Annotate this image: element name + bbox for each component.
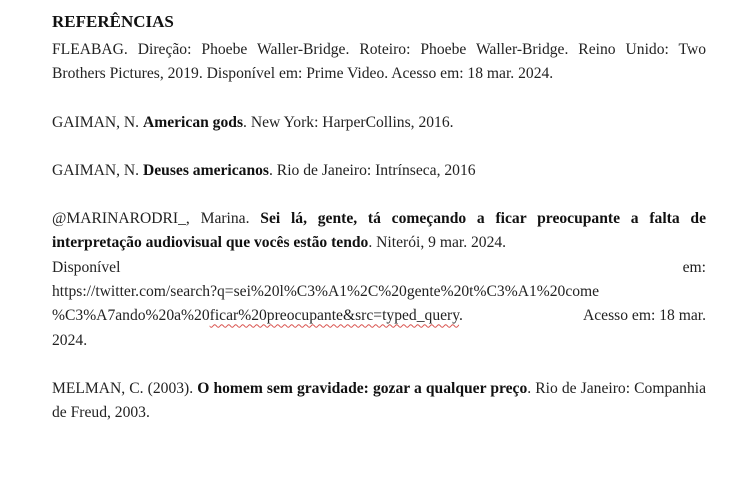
- reference-publication: . New York: HarperCollins, 2016.: [243, 113, 454, 131]
- reference-publication: . Rio de Janeiro: Intrínseca, 2016: [269, 161, 476, 179]
- reference-gaiman-american-gods: [52, 111, 706, 135]
- url-segment-end: .: [459, 307, 463, 325]
- reference-publication: . Niterói, 9 mar. 2024.: [368, 234, 507, 252]
- references-page: [52, 10, 706, 426]
- access-year: 2024.: [52, 331, 88, 349]
- available-label: Disponível: [52, 258, 121, 276]
- reference-author: GAIMAN, N.: [52, 113, 143, 131]
- reference-author: GAIMAN, N.: [52, 161, 143, 179]
- reference-title: Deuses americanos: [142, 161, 269, 179]
- reference-title: American gods: [142, 113, 244, 131]
- url-segment-spellcheck: ficar%20preocupante&src=typed_query: [209, 307, 460, 325]
- reference-melman: [52, 377, 706, 426]
- reference-gaiman-deuses-americanos: [52, 159, 706, 183]
- reference-author: MELMAN, C. (2003).: [52, 379, 198, 397]
- reference-url-line-2-link[interactable]: [52, 304, 463, 328]
- references-heading: REFERÊNCIAS: [52, 12, 174, 31]
- access-date: Acesso em: 18 mar.: [583, 307, 706, 325]
- reference-title: O homem sem gravidade: gozar a qualquer preço: [197, 379, 528, 397]
- reference-author: @MARINARODRI_, Marina.: [52, 210, 261, 228]
- reference-url-line-1[interactable]: https://twitter.com/search?q=sei%20l%C3%A1%2C%20gente%20t%C3%A1%20come: [52, 283, 600, 301]
- reference-publication: . Rio de Janeiro: Companhia de Freud, 2003.: [52, 379, 707, 422]
- available-at-line: [52, 256, 706, 280]
- reference-marina-rodri: [52, 207, 706, 353]
- reference-fleabag-text: FLEABAG. Direção: Phoebe Waller-Bridge. Roteiro: Phoebe Waller-Bridge. Reino Unido: Two Brothers Pictures, 2019. Disponível em: Prime Video. Acesso em: 18 mar. 2024.: [52, 41, 706, 83]
- reference-title: Sei lá, gente, tá começando a ficar preocupante a falta de interpretação audiovisual que vocês estão tendo: [52, 210, 706, 252]
- url-segment: %C3%A7ando%20a%20: [52, 307, 210, 325]
- reference-fleabag: [52, 38, 706, 87]
- available-em-label: em:: [682, 258, 706, 276]
- reference-url-line-2: [52, 304, 706, 328]
